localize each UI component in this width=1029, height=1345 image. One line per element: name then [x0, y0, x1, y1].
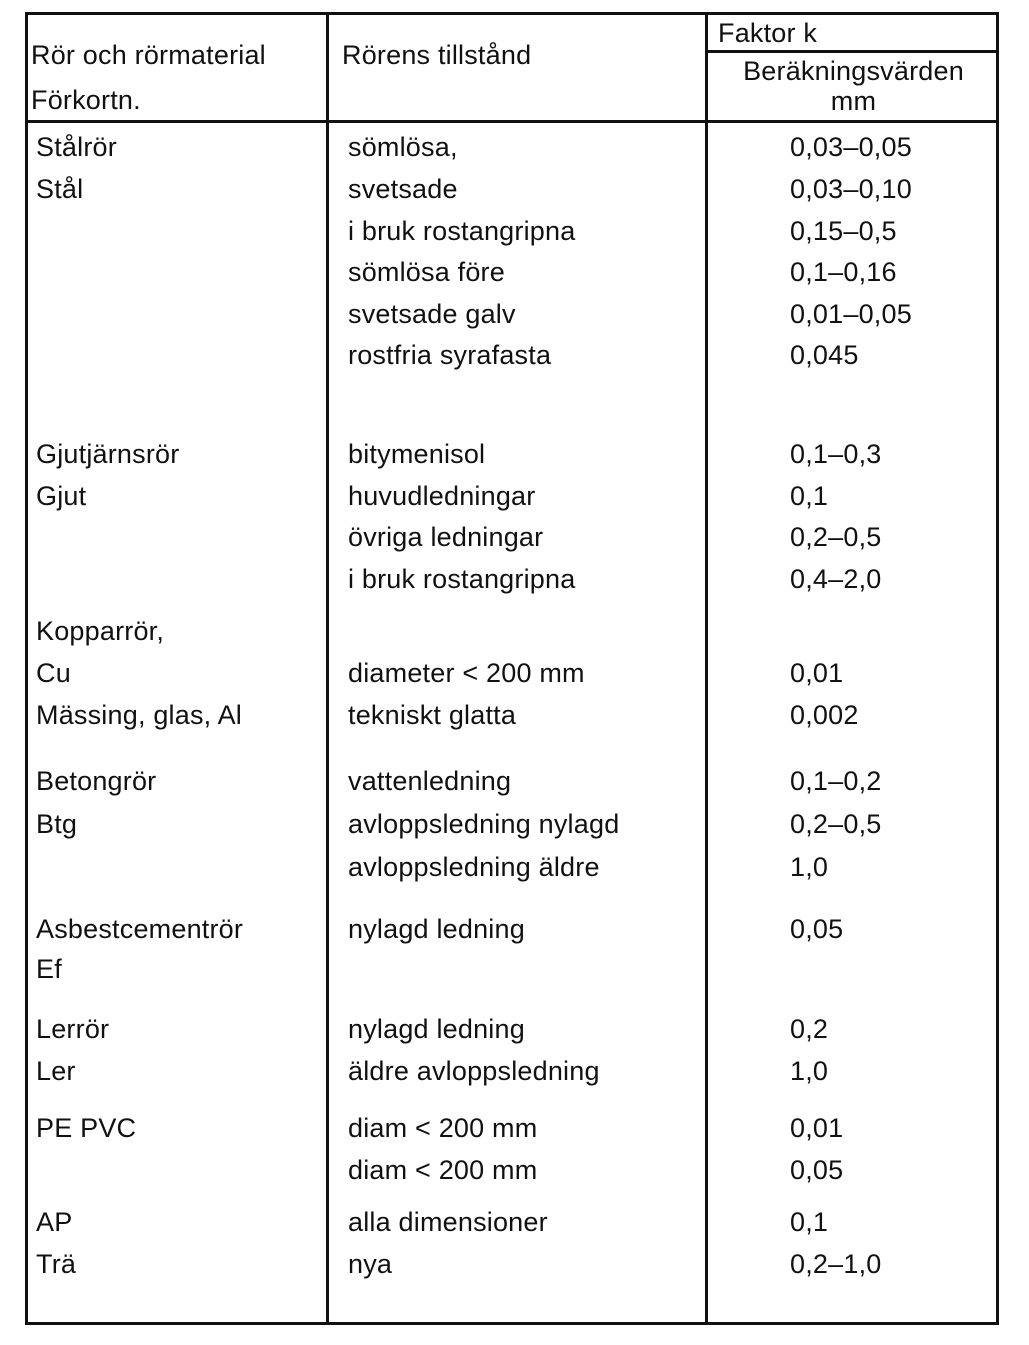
material-cell: Cu [36, 658, 71, 688]
material-cell: Asbestcementrör [36, 914, 244, 944]
condition-cell: diam < 200 mm [348, 1113, 538, 1143]
material-cell: AP [36, 1207, 73, 1237]
value-cell: 0,2 [790, 1014, 829, 1044]
value-cell: 0,4–2,0 [790, 564, 882, 594]
condition-cell: bitymenisol [348, 439, 486, 469]
header-bottom-border [25, 120, 999, 123]
material-cell: Gjutjärnsrör [36, 439, 180, 469]
value-cell: 0,002 [790, 700, 859, 730]
condition-cell: i bruk rostangripna [348, 564, 576, 594]
condition-cell: nya [348, 1249, 393, 1279]
material-cell: Betongrör [36, 766, 157, 796]
header-material-line1: Rör och rörmaterial [31, 40, 266, 70]
material-cell: Mässing, glas, Al [36, 700, 242, 730]
condition-cell: nylagd ledning [348, 914, 525, 944]
header-faktor-k: Faktor k [718, 18, 818, 48]
column-divider-1 [326, 12, 329, 1325]
material-cell: PE PVC [36, 1113, 137, 1143]
material-cell: Gjut [36, 481, 87, 511]
condition-cell: avloppsledning äldre [348, 852, 600, 882]
condition-cell: äldre avloppsledning [348, 1056, 600, 1086]
condition-cell: alla dimensioner [348, 1207, 548, 1237]
value-cell: 0,01 [790, 658, 844, 688]
material-cell: Kopparrör, [36, 616, 165, 646]
condition-cell: vattenledning [348, 766, 512, 796]
condition-cell: diameter < 200 mm [348, 658, 585, 688]
condition-cell: tekniskt glatta [348, 700, 517, 730]
value-cell: 0,2–1,0 [790, 1249, 882, 1279]
header-material-line2: Förkortn. [31, 85, 141, 115]
value-cell: 1,0 [790, 1056, 829, 1086]
value-cell: 0,2–0,5 [790, 809, 882, 839]
value-cell: 0,01 [790, 1113, 844, 1143]
condition-cell: huvudledningar [348, 481, 536, 511]
value-cell: 0,1–0,2 [790, 766, 882, 796]
value-cell: 0,03–0,10 [790, 174, 912, 204]
condition-cell: nylagd ledning [348, 1014, 525, 1044]
condition-cell: svetsade galv [348, 299, 516, 329]
material-cell: Stålrör [36, 132, 117, 162]
faktor-k-divider [705, 50, 999, 53]
header-condition: Rörens tillstånd [342, 40, 532, 70]
value-cell: 1,0 [790, 852, 829, 882]
condition-cell: svetsade [348, 174, 458, 204]
material-cell: Trä [36, 1249, 77, 1279]
material-cell: Stål [36, 174, 84, 204]
value-cell: 0,05 [790, 1155, 844, 1185]
value-cell: 0,15–0,5 [790, 216, 897, 246]
header-calc-values: Beräkningsvärden [743, 56, 964, 86]
material-cell: Btg [36, 809, 78, 839]
value-cell: 0,03–0,05 [790, 132, 912, 162]
header-unit-mm: mm [830, 86, 877, 116]
condition-cell: diam < 200 mm [348, 1155, 538, 1185]
condition-cell: rostfria syrafasta [348, 340, 552, 370]
condition-cell: avloppsledning nylagd [348, 809, 620, 839]
value-cell: 0,1 [790, 481, 829, 511]
condition-cell: övriga ledningar [348, 522, 544, 552]
condition-cell: sömlösa före [348, 257, 505, 287]
value-cell: 0,05 [790, 914, 844, 944]
value-cell: 0,01–0,05 [790, 299, 912, 329]
column-divider-2 [705, 12, 708, 1325]
material-cell: Ef [36, 954, 62, 984]
condition-cell: sömlösa, [348, 132, 458, 162]
value-cell: 0,045 [790, 340, 859, 370]
value-cell: 0,1–0,16 [790, 257, 897, 287]
value-cell: 0,1–0,3 [790, 439, 882, 469]
condition-cell: i bruk rostangripna [348, 216, 576, 246]
value-cell: 0,2–0,5 [790, 522, 882, 552]
material-cell: Lerrör [36, 1014, 110, 1044]
material-cell: Ler [36, 1056, 76, 1086]
value-cell: 0,1 [790, 1207, 829, 1237]
